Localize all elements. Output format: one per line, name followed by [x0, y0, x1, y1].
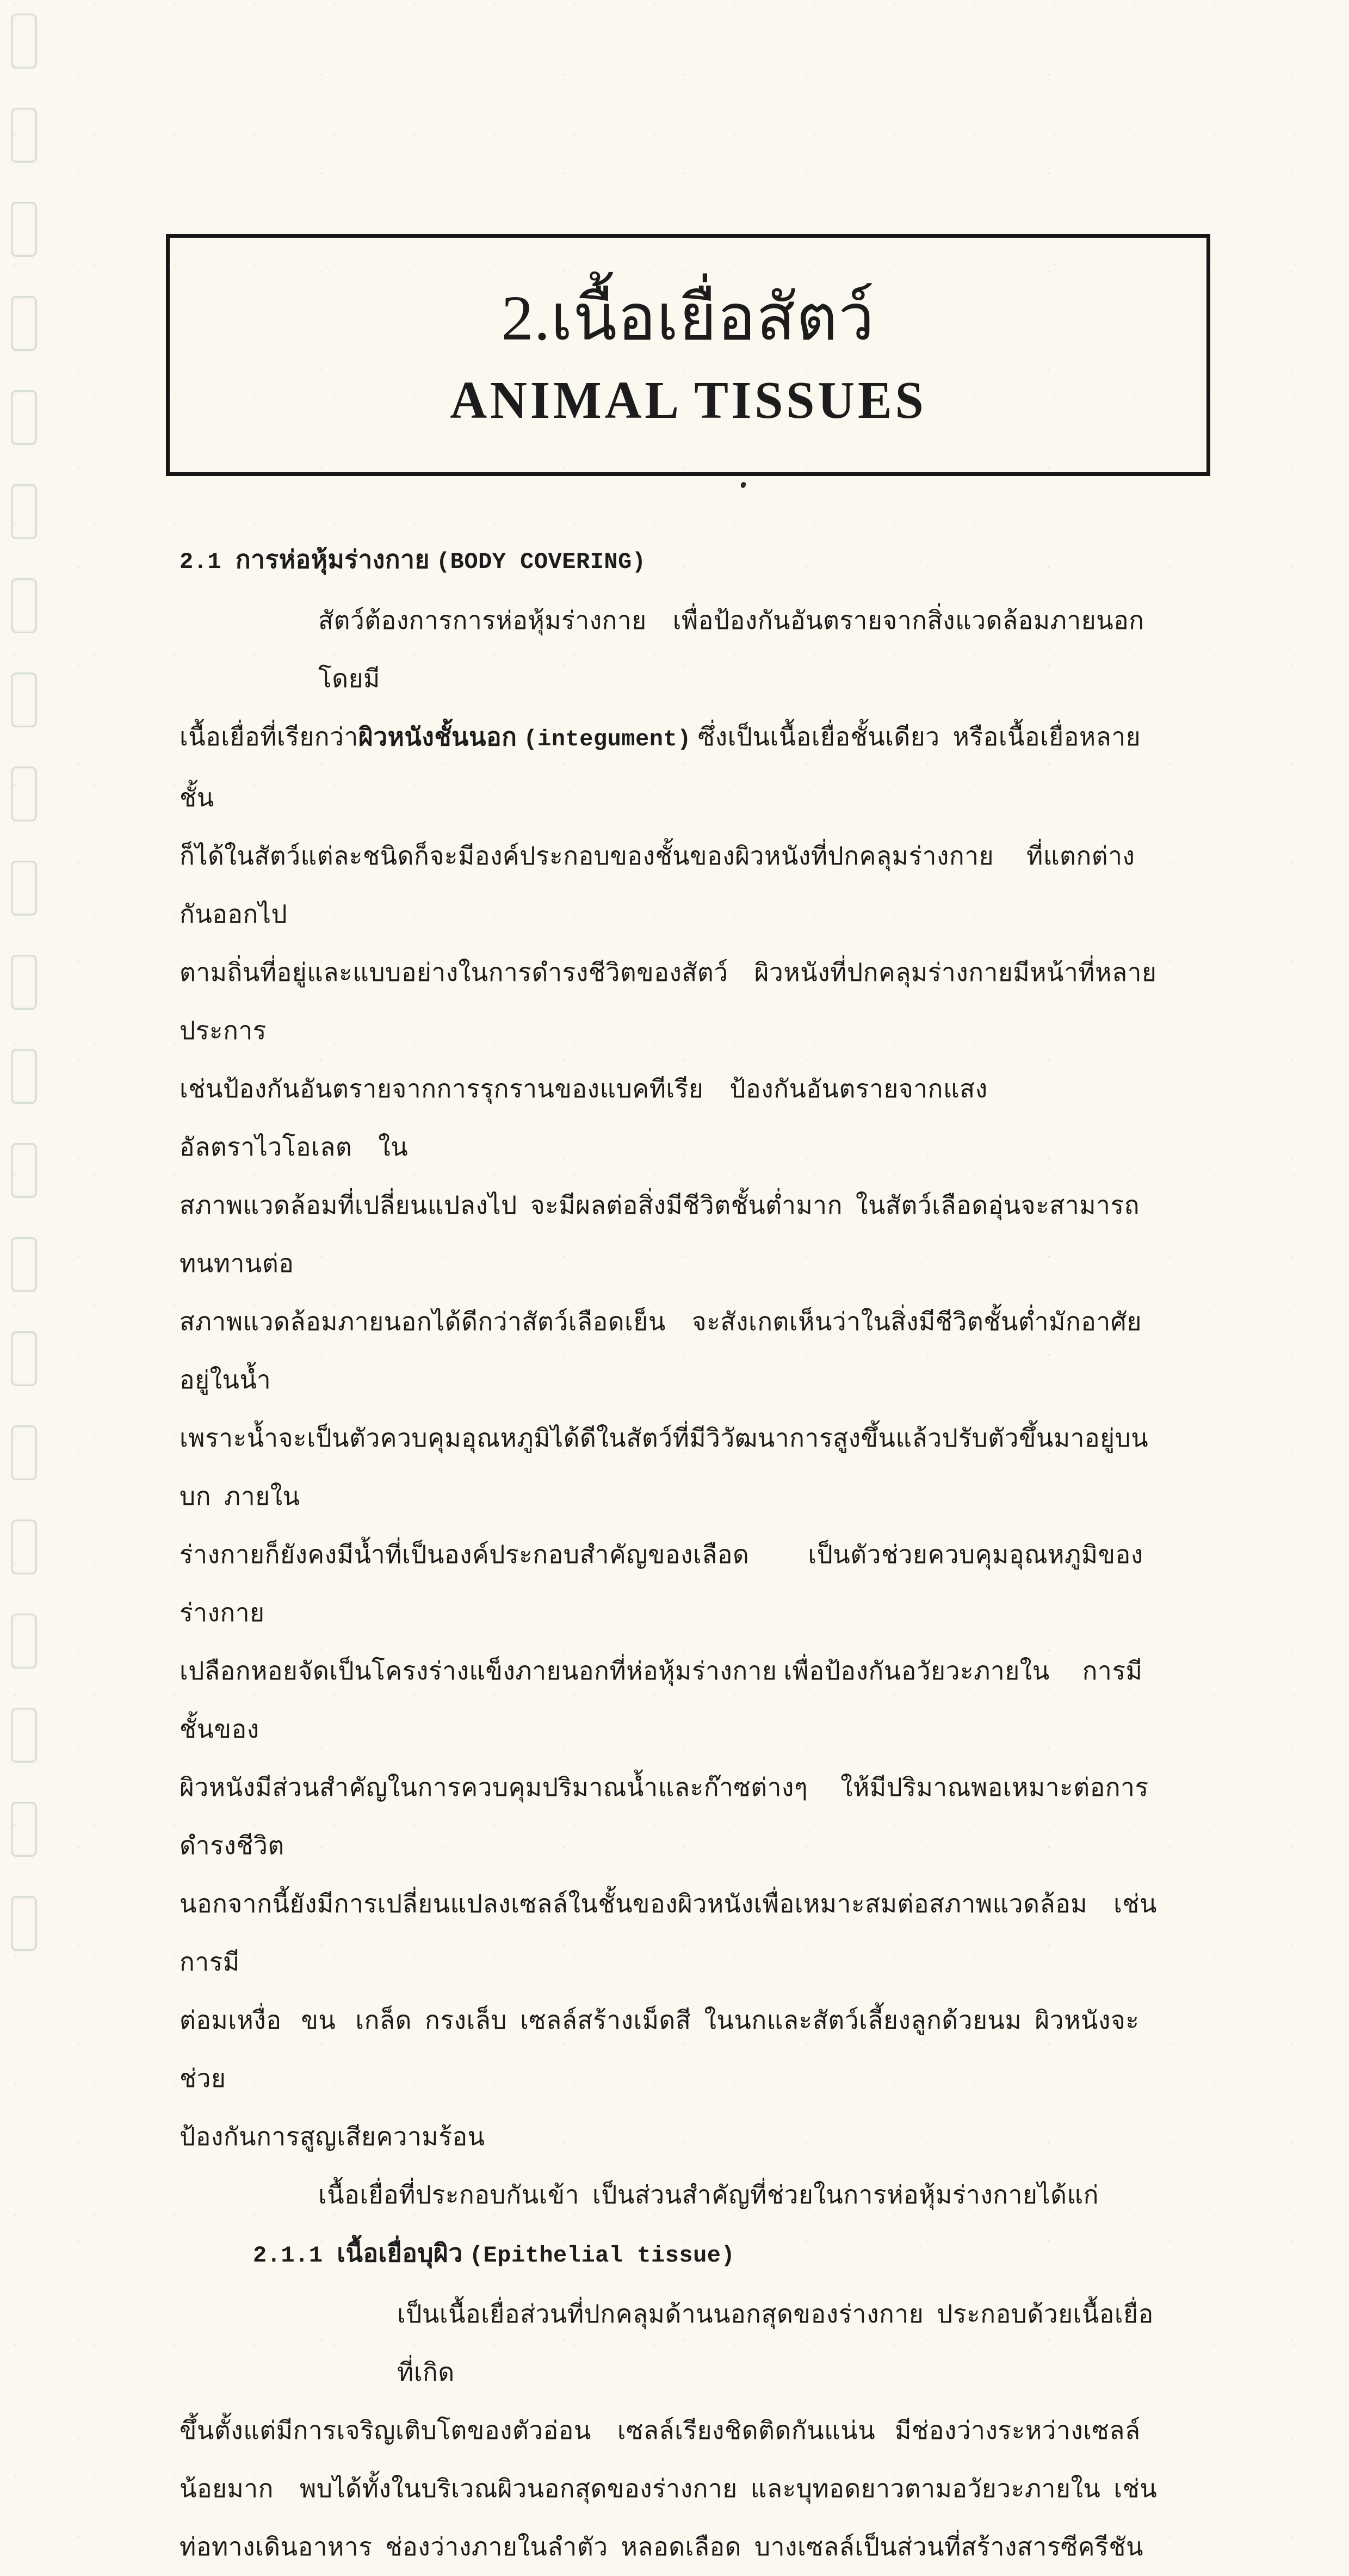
- body-line: [180, 943, 1159, 1060]
- text-segment: การห่อหุ้มร่างกาย: [235, 546, 436, 573]
- binding-hole: [11, 1802, 37, 1857]
- body-line: [180, 1293, 1159, 1409]
- chapter-title-thai: 2.เนื้อเยื่อสัตว์: [501, 282, 875, 354]
- binding-hole: [11, 1519, 37, 1574]
- binding-hole: [11, 1614, 37, 1669]
- text-segment: ร่างกายก็ยังคงมีน้ำที่เป็นองค์ประกอบสำคัญของเลือด เป็นตัวช่วยควบคุมอุณหภูมิของร่างกาย: [180, 1541, 1143, 1627]
- binding-hole: [11, 1143, 37, 1198]
- text-segment: ท่อทางเดินอาหาร ช่องว่างภายในลำตัว หลอดเลือด บางเซลล์เป็นส่วนที่สร้างสารซีครีชัน: [180, 2533, 1143, 2561]
- text-segment: เป็นเนื้อเยื่อส่วนที่ปกคลุมด้านนอกสุดของร่างกาย ประกอบด้วยเนื้อเยื่อที่เกิด: [397, 2300, 1154, 2386]
- text-segment: เช่นป้องกันอันตรายจากการรุกรานของแบคทีเรีย ป้องกันอันตรายจากแสงอัลตราไวโอเลต ใน: [180, 1075, 988, 1161]
- text-segment: สัตว์ต้องการการห่อหุ้มร่างกาย เพื่อป้องกันอันตรายจากสิ่งแวดล้อมภายนอก โดยมี: [318, 607, 1158, 693]
- binding-hole: [11, 861, 37, 916]
- subsection-heading: [253, 2224, 1159, 2285]
- text-segment: สภาพแวดล้อมที่เปลี่ยนแปลงไป จะมีผลต่อสิ่งมีชีวิตชั้นต่ำมาก ในสัตว์เลือดอุ่นจะสามารถทนทานต่อ: [180, 1191, 1140, 1277]
- text-segment: ซึ่งเป็นเนื้อเยื่อชั้นเดียว หรือเนื้อเยื่อหลายชั้น: [180, 723, 1141, 812]
- text-segment: (Epithelial tissue): [469, 2243, 735, 2269]
- body-line: [180, 1758, 1159, 1875]
- binding-hole: [11, 1425, 37, 1480]
- body-line: [180, 1525, 1159, 1642]
- text-segment: ผิวหนังมีส่วนสำคัญในการควบคุมปริมาณน้ำและก๊าซต่างๆ ให้มีปริมาณพอเหมาะต่อการดำรงชีวิต: [180, 1774, 1149, 1860]
- chapter-title-english: ANIMAL TISSUES: [449, 371, 927, 430]
- text-segment: เนื้อเยื่อที่ประกอบกันเข้า เป็นส่วนสำคัญที่ช่วยในการห่อหุ้มร่างกายได้แก่: [318, 2181, 1099, 2209]
- body-line: [318, 591, 1159, 708]
- text-segment: เพราะน้ำจะเป็นตัวควบคุมอุณหภูมิได้ดีในสัตว์ที่มีวิวัฒนาการสูงขึ้นแล้วปรับตัวขึ้นมาอยู่บนบก ภายใน: [180, 1424, 1149, 1510]
- binding-hole: [11, 767, 37, 821]
- text-segment: นอกจากนี้ยังมีการเปลี่ยนแปลงเซลล์ในชั้นของผิวหนังเพื่อเหมาะสมต่อสภาพแวดล้อม เช่น การมี: [180, 1890, 1164, 1976]
- body-line: [180, 2518, 1159, 2576]
- body-line: [180, 1875, 1164, 1991]
- text-segment: 2.1: [180, 549, 236, 575]
- binding-hole: [11, 390, 37, 445]
- binding-hole: [11, 484, 37, 539]
- text-segment: (BODY COVERING): [436, 549, 646, 575]
- body-line: [180, 827, 1159, 943]
- body-line: [180, 1642, 1159, 1758]
- chapter-title-box: [166, 234, 1210, 476]
- text-segment: (integument): [523, 726, 691, 752]
- text-segment: น้อยมาก พบได้ทั้งในบริเวณผิวนอกสุดของร่างกาย และบุทอดยาวตามอวัยวะภายใน เช่น: [180, 2475, 1158, 2503]
- binding-hole: [11, 108, 37, 163]
- binding-holes: [11, 14, 37, 1951]
- binding-hole: [11, 578, 37, 633]
- binding-hole: [11, 202, 37, 257]
- text-segment: ก็ได้ในสัตว์แต่ละชนิดก็จะมีองค์ประกอบของชั้นของผิวหนังที่ปกคลุมร่างกาย ที่แตกต่างกันออกไป: [180, 842, 1135, 928]
- body-line: [318, 2166, 1159, 2224]
- body-line: [180, 2460, 1159, 2518]
- text-segment: ขึ้นตั้งแต่มีการเจริญเติบโตของตัวอ่อน เซลล์เรียงชิดติดกันแน่น มีช่องว่างระหว่างเซลล์: [180, 2417, 1141, 2444]
- document-text: [180, 530, 1164, 2576]
- binding-hole: [11, 1896, 37, 1951]
- body-line: [397, 2285, 1159, 2401]
- body-line: [180, 1991, 1159, 2108]
- text-segment: เนื้อเยื่อที่เรียกว่า: [180, 723, 358, 751]
- binding-hole: [11, 1049, 37, 1104]
- binding-hole: [11, 14, 37, 69]
- binding-hole: [11, 672, 37, 727]
- body-line: [180, 1176, 1159, 1293]
- text-segment: ป้องกันการสูญเสียความร้อน: [180, 2123, 485, 2151]
- body-line: [180, 2401, 1159, 2460]
- binding-hole: [11, 955, 37, 1010]
- text-segment: ผิวหนังชั้นนอก: [358, 723, 524, 751]
- body-line: [180, 708, 1159, 827]
- body-line: [180, 1409, 1159, 1525]
- text-segment: ตามถิ่นที่อยู่และแบบอย่างในการดำรงชีวิตของสัตว์ ผิวหนังที่ปกคลุมร่างกายมีหน้าที่หลายประการ: [180, 959, 1157, 1045]
- binding-hole: [11, 296, 37, 351]
- binding-hole: [11, 1331, 37, 1386]
- text-segment: 2.1.1: [253, 2243, 337, 2269]
- text-segment: เนื้อเยื่อบุผิว: [337, 2239, 469, 2267]
- text-segment: เปลือกหอยจัดเป็นโครงร่างแข็งภายนอกที่ห่อหุ้มร่างกาย เพื่อป้องกันอวัยวะภายใน การมีชั้นของ: [180, 1657, 1143, 1743]
- scan-artifact-dot: [740, 481, 746, 489]
- binding-hole: [11, 1708, 37, 1763]
- text-segment: สภาพแวดล้อมภายนอกได้ดีกว่าสัตว์เลือดเย็น จะสังเกตเห็นว่าในสิ่งมีชีวิตชั้นต่ำมักอาศัยอยู่ในน้ำ: [180, 1308, 1142, 1394]
- body-line: [180, 1060, 1159, 1176]
- binding-hole: [11, 1237, 37, 1292]
- body-line: [180, 2108, 1159, 2166]
- section-heading: [180, 530, 1159, 591]
- text-segment: ต่อมเหงื่อ ขน เกล็ด กรงเล็บ เซลล์สร้างเม็ดสี ในนกและสัตว์เลี้ยงลูกด้วยนม ผิวหนังจะช่วย: [180, 2006, 1140, 2092]
